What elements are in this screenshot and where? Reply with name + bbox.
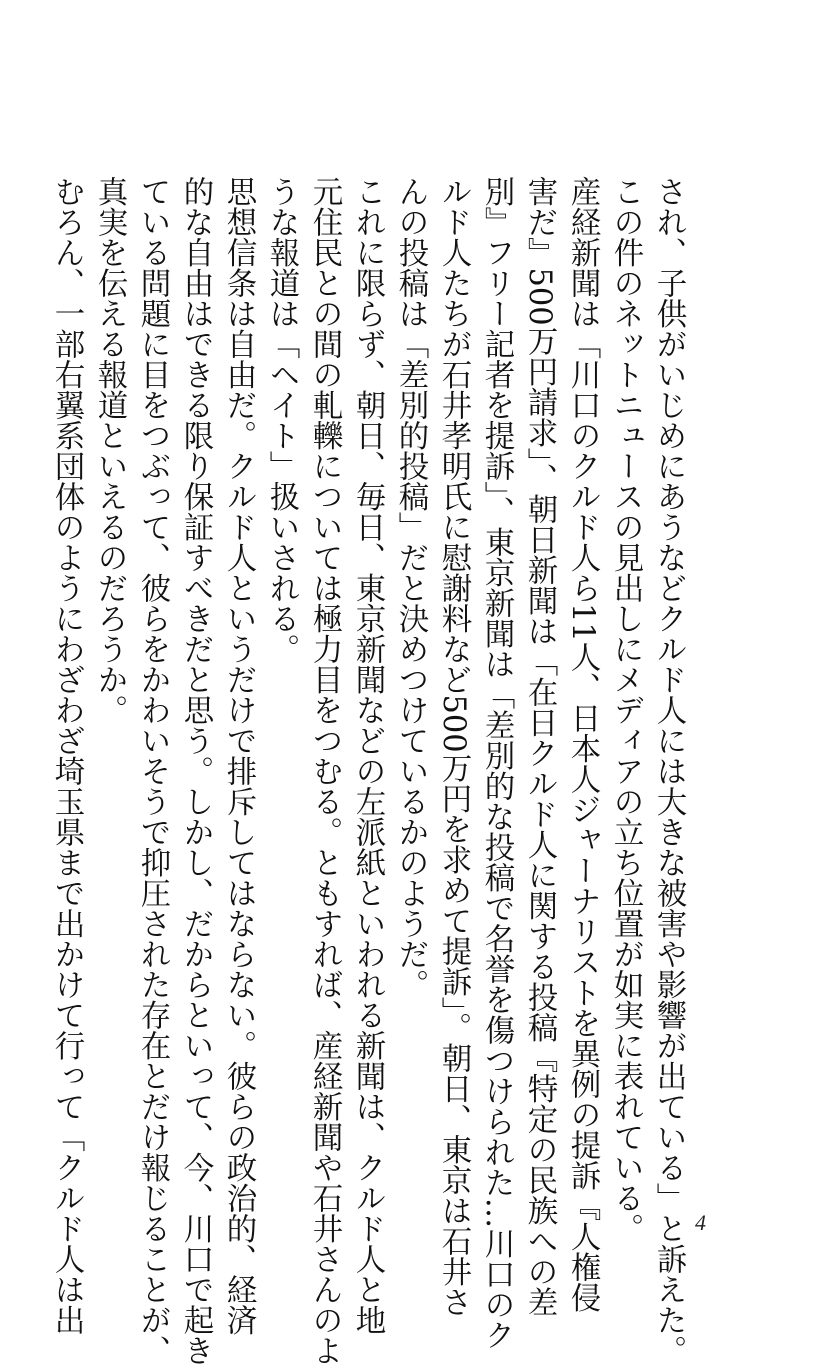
text-line-1: され、子供がいじめにあうなどクルド人には大きな被害や影響が出ている」と訴えた。 (651, 176, 686, 1366)
text-line-4: 害だ』500万円請求」、朝日新聞は「在日クルド人に関する投稿『特定の民族への差 (522, 176, 557, 1317)
text-line-14: 真実を伝える報道といえるのだろうか。 (92, 176, 127, 725)
text-line-12: 的な自由はできる限り保証すべきだと思う。しかし、だからといって、今、川口で起き (178, 176, 213, 1366)
text-line-11: 思想信条は自由だ。クルド人というだけで排斥してはならない。彼らの政治的、経済 (221, 176, 256, 1335)
text-line-6: ルド人たちが石井孝明氏に慰謝料など500万円を求めて提訴」。朝日、東京は石井さ (436, 176, 471, 1317)
text-line-15: むろん、一部右翼系団体のようにわざわざ埼玉県まで出かけて行って「クルド人は出 (49, 176, 84, 1335)
text-line-9: 元住民との間の軋轢については極力目をつむる。ともすれば、産経新聞や石井さんのよ (307, 176, 342, 1366)
text-line-2: この件のネットニュースの見出しにメディアの立ち位置が如実に表れている。 (608, 176, 643, 1244)
text-line-7: んの投稿は「差別的投稿」だと決めつけているかのようだ。 (393, 176, 428, 1000)
text-line-3: 産経新聞は「川口のクルド人ら11人、日本人ジャーナリストを異例の提訴『人権侵 (565, 176, 600, 1313)
page-number: 4 (695, 1210, 706, 1235)
vertical-text-body (49, 176, 690, 1366)
text-line-10: うな報道は「ヘイト」扱いされる。 (264, 176, 299, 664)
text-line-13: ている問題に目をつぶって、彼らをかわいそうで抑圧された存在とだけ報じることが、 (135, 176, 170, 1366)
text-line-8: これに限らず、朝日、毎日、東京新聞などの左派紙といわれる新聞は、クルド人と地 (350, 176, 385, 1335)
text-line-5: 別』フリー記者を提訴」、東京新聞は「差別的な投稿で名誉を傷つけられた…川口のク (479, 176, 514, 1351)
